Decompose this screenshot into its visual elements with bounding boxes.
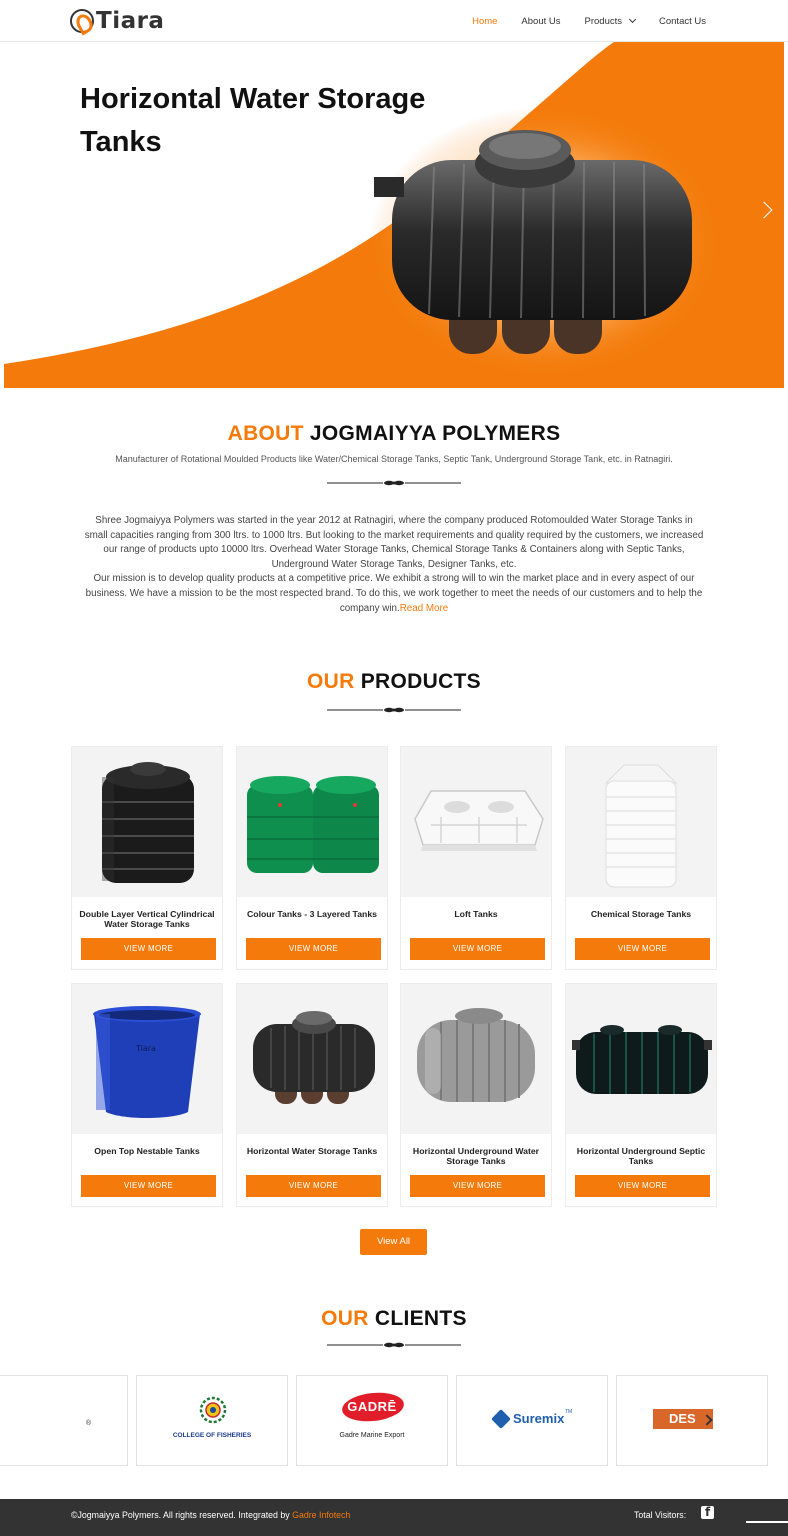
chevron-down-icon <box>629 16 636 23</box>
product-image[interactable] <box>72 747 222 897</box>
fisheries-emblem-icon <box>199 1396 227 1424</box>
view-more-button[interactable]: VIEW MORE <box>81 1175 216 1197</box>
site-header <box>0 0 788 42</box>
product-image[interactable] <box>237 747 387 897</box>
clients-title-highlight: OUR <box>321 1307 369 1330</box>
client-logo-card[interactable] <box>616 1375 768 1466</box>
client-logo-text: DES <box>669 1411 696 1426</box>
clients-carousel <box>85 1375 700 1467</box>
facebook-icon[interactable] <box>701 1506 714 1519</box>
ornament-divider <box>327 1342 461 1348</box>
product-card[interactable] <box>565 746 717 970</box>
integrator-link[interactable]: Gadre Infotech <box>292 1510 351 1520</box>
total-visitors-label: Total Visitors: <box>634 1510 687 1520</box>
client-logo-text: Suremix <box>513 1411 565 1426</box>
product-card[interactable] <box>400 746 552 970</box>
hero-slider <box>4 42 784 388</box>
product-image[interactable] <box>566 984 716 1134</box>
about-paragraph-2: Our mission is to develop quality products at a competitive price. We exhibit a strong will to win the market place and in every aspect of our business. We have a mission to be the most respected brand. To do this, we work together to meet the needs of our customers and to help the company win. <box>85 573 703 614</box>
products-title <box>0 670 788 694</box>
view-more-button[interactable]: VIEW MORE <box>246 1175 381 1197</box>
view-more-button[interactable]: VIEW MORE <box>81 938 216 960</box>
main-nav <box>472 0 706 42</box>
suremix-logo-icon <box>491 1409 511 1429</box>
product-card[interactable] <box>400 983 552 1207</box>
copyright-text: ©Jogmaiyya Polymers. All rights reserved. Integrated by <box>71 1510 293 1520</box>
product-card[interactable] <box>236 746 388 970</box>
product-name: Horizontal Water Storage Tanks <box>246 1146 378 1156</box>
ornament-divider <box>327 480 461 486</box>
visitor-counter-bar <box>746 1521 788 1523</box>
nav-products[interactable] <box>585 16 636 27</box>
about-title-rest: JOGMAIYYA POLYMERS <box>309 422 561 445</box>
client-name: COLLEGE OF FISHERIES <box>172 1432 252 1439</box>
logo-mark-icon <box>70 9 94 33</box>
product-image[interactable] <box>237 984 387 1134</box>
product-image[interactable] <box>401 747 551 897</box>
client-logo-mark: TM <box>565 1409 573 1415</box>
view-more-button[interactable]: VIEW MORE <box>575 938 710 960</box>
product-name: Colour Tanks - 3 Layered Tanks <box>246 909 378 919</box>
view-more-button[interactable]: VIEW MORE <box>410 938 545 960</box>
ornament-divider <box>327 707 461 713</box>
product-image[interactable] <box>566 747 716 897</box>
client-logo-card[interactable] <box>296 1375 448 1466</box>
client-name: Gadre Marine Export <box>339 1432 405 1439</box>
logo-text: Tiara <box>96 8 165 34</box>
product-image[interactable] <box>72 984 222 1134</box>
client-logo-card[interactable] <box>0 1375 128 1466</box>
client-logo-text: GADRĒ <box>347 1399 397 1414</box>
products-title-rest: PRODUCTS <box>360 670 481 693</box>
svg-text:Tiara: Tiara <box>136 1044 156 1053</box>
product-card[interactable] <box>565 983 717 1207</box>
footer-copyright <box>71 1510 350 1520</box>
products-title-highlight: OUR <box>307 670 355 693</box>
about-title <box>0 422 788 446</box>
read-more-link[interactable]: Read More <box>399 602 449 614</box>
about-paragraph-1: Shree Jogmaiyya Polymers was started in the year 2012 at Ratnagiri, where the company produced Rotomoulded Water Storage Tanks in small capacities ranging from 300 ltrs. to 1000 ltrs. But looking to the market requirements and quality required by the customers, we increased our range of products upto 10000 ltrs. Overhead Water Storage Tanks, Chemical Storage Tanks & Containers along with Septic Tanks, Underground Water Storage Tanks, Designer Tanks, etc. <box>84 515 704 570</box>
product-name: Chemical Storage Tanks <box>590 909 692 919</box>
nav-products-label: Products <box>584 15 622 27</box>
site-footer <box>0 1499 788 1536</box>
product-card[interactable] <box>71 746 223 970</box>
hero-title: Horizontal Water Storage Tanks <box>80 83 426 158</box>
about-title-highlight: ABOUT <box>227 422 304 445</box>
product-name: Loft Tanks <box>454 909 498 919</box>
view-all-button[interactable]: View All <box>360 1229 427 1255</box>
client-logo-card[interactable] <box>456 1375 608 1466</box>
nav-home[interactable]: Home <box>472 15 498 27</box>
about-body <box>84 514 704 616</box>
view-more-button[interactable]: VIEW MORE <box>575 1175 710 1197</box>
view-more-button[interactable]: VIEW MORE <box>246 938 381 960</box>
product-name: Horizontal Underground Septic Tanks <box>576 1146 706 1166</box>
product-name: Open Top Nestable Tanks <box>94 1146 200 1156</box>
nav-contact-us[interactable]: Contact Us <box>659 15 706 27</box>
product-name: Horizontal Underground Water Storage Tanks <box>412 1146 540 1166</box>
clients-title <box>0 1307 788 1331</box>
product-image[interactable] <box>401 984 551 1134</box>
product-name: Double Layer Vertical Cylindrical Water Storage Tanks <box>79 909 215 929</box>
site-logo[interactable] <box>70 7 164 35</box>
product-card[interactable] <box>236 983 388 1207</box>
product-card[interactable] <box>71 983 223 1207</box>
nav-about-us[interactable]: About Us <box>521 15 561 27</box>
view-more-button[interactable]: VIEW MORE <box>410 1175 545 1197</box>
client-mark: ® <box>85 1420 91 1427</box>
about-subtitle: Manufacturer of Rotational Moulded Products like Water/Chemical Storage Tanks, Septic Tank, Underground Storage Tank, etc. in Ratnagiri. <box>115 454 673 464</box>
clients-title-rest: CLIENTS <box>374 1307 467 1330</box>
client-logo-card[interactable] <box>136 1375 288 1466</box>
